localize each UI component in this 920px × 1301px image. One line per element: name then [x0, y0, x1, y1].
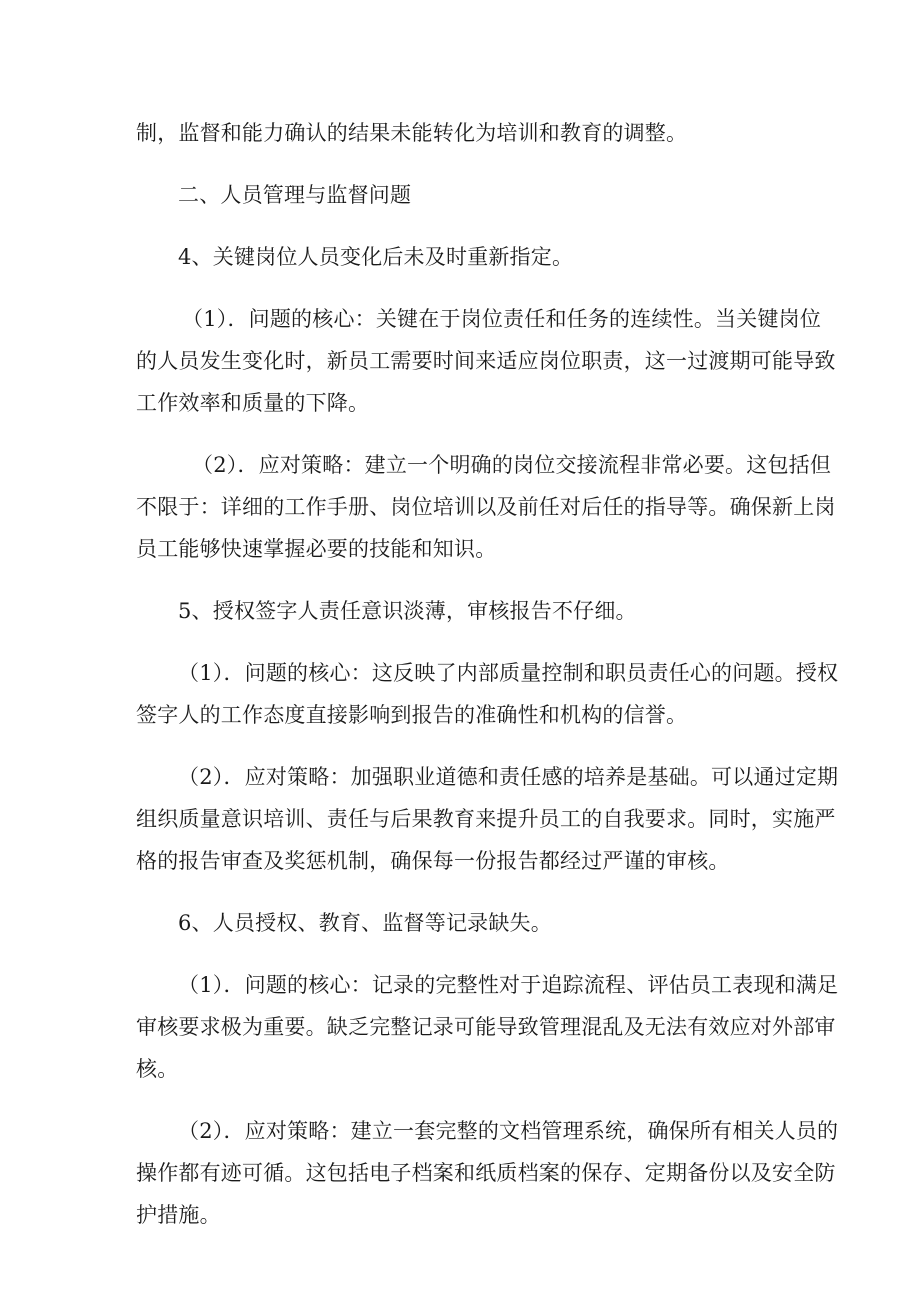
paragraph-line: 员工能够快速掌握必要的技能和知识。 — [136, 537, 497, 561]
paragraph-line: 护措施。 — [136, 1203, 221, 1227]
paragraph-line: 工作效率和质量的下降。 — [136, 391, 370, 415]
item-heading-6: 6、人员授权、教育、监督等记录缺失。 — [178, 911, 552, 935]
paragraph-line: 组织质量意识培训、责任与后果教育来提升员工的自我要求。同时，实施严 — [136, 807, 836, 831]
paragraph-line: （1）．问题的核心：关键在于岗位责任和任务的连续性。当关键岗位 — [182, 307, 822, 331]
paragraph-line: 的人员发生变化时，新员工需要时间来适应岗位职责，这一过渡期可能导致 — [136, 349, 836, 373]
paragraph-line: 签字人的工作态度直接影响到报告的准确性和机构的信誉。 — [136, 703, 688, 727]
paragraph-line: （1）．问题的核心：这反映了内部质量控制和职员责任心的问题。授权 — [178, 661, 839, 685]
paragraph-line: （2）．应对策略：建立一个明确的岗位交接流程非常必要。这包括但 — [192, 453, 832, 477]
paragraph-line: （2）．应对策略：建立一套完整的文档管理系统，确保所有相关人员的 — [178, 1119, 839, 1143]
paragraph-line: 格的报告审查及奖惩机制，确保每一份报告都经过严谨的审核。 — [136, 849, 730, 873]
item-heading-4: 4、关键岗位人员变化后未及时重新指定。 — [178, 245, 574, 269]
section-heading: 二、人员管理与监督问题 — [178, 183, 412, 207]
document-body — [136, 112, 839, 1236]
paragraph-line: （2）．应对策略：加强职业道德和责任感的培养是基础。可以通过定期 — [178, 765, 839, 789]
paragraph-line: 不限于：详细的工作手册、岗位培训以及前任对后任的指导等。确保新上岗 — [136, 495, 836, 519]
item-heading-5: 5、授权签字人责任意识淡薄，审核报告不仔细。 — [178, 599, 637, 623]
paragraph-line: 核。 — [136, 1057, 179, 1081]
paragraph-line: 操作都有迹可循。这包括电子档案和纸质档案的保存、定期备份以及安全防 — [136, 1161, 836, 1185]
paragraph-line: （1）．问题的核心：记录的完整性对于追踪流程、评估员工表现和满足 — [178, 973, 839, 997]
paragraph-line: 制，监督和能力确认的结果未能转化为培训和教育的调整。 — [136, 121, 688, 145]
paragraph-line: 审核要求极为重要。缺乏完整记录可能导致管理混乱及无法有效应对外部审 — [136, 1015, 836, 1039]
